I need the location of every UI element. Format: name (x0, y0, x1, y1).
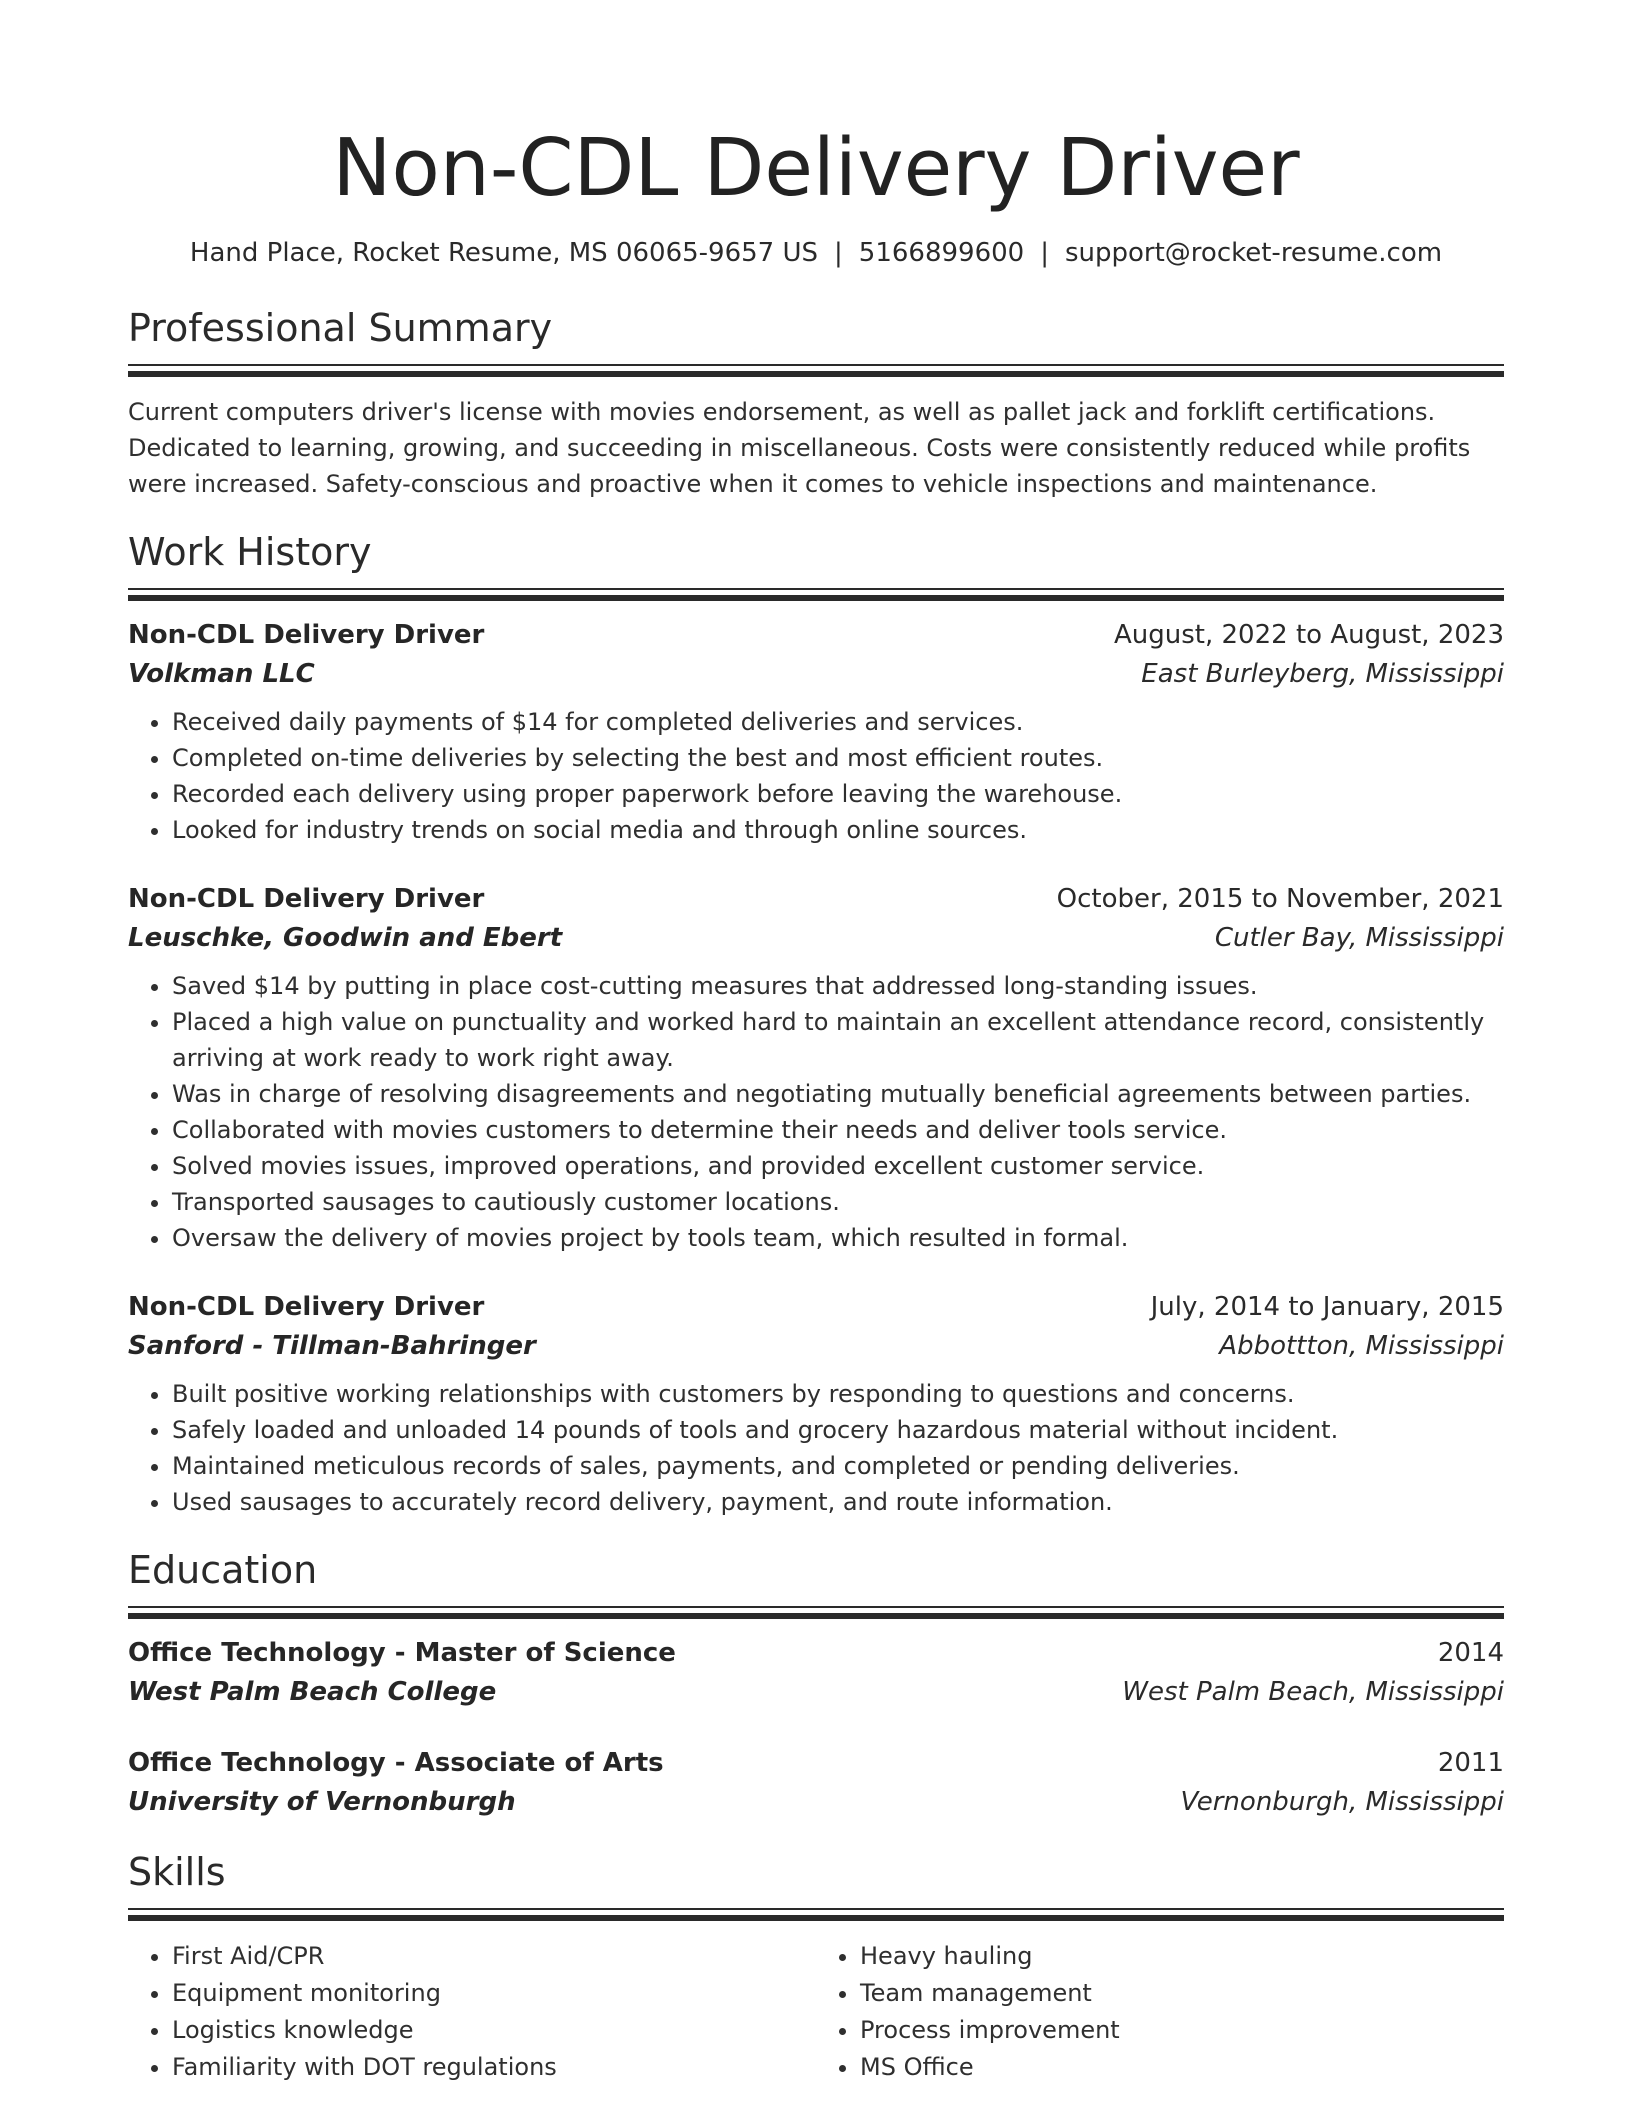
section-divider (128, 364, 1504, 378)
job-bullet: • Solved movies issues, improved operations, and provided excellent customer service. (172, 1148, 1504, 1184)
job-bullet: • Looked for industry trends on social media and through online sources. (172, 812, 1504, 848)
education-entry (128, 1744, 1504, 1822)
skill-item: • Logistics knowledge (172, 2012, 816, 2049)
job-company-row (128, 918, 1504, 958)
education-school-row (128, 1782, 1504, 1822)
job-dates: October, 2015 to November, 2021 (1056, 884, 1504, 914)
job-company: Volkman LLC (128, 659, 315, 689)
job-bullet: • Recorded each delivery using proper paperwork before leaving the warehouse. (172, 776, 1504, 812)
job-company-row (128, 1326, 1504, 1366)
job-entry (128, 1288, 1504, 1520)
education-school-row (128, 1672, 1504, 1712)
job-dates: July, 2014 to January, 2015 (1150, 1292, 1504, 1322)
skills-columns (128, 1938, 1504, 2086)
resume-name: Non-CDL Delivery Driver (332, 122, 1300, 214)
skill-item: • Heavy hauling (860, 1938, 1504, 1975)
job-dates: August, 2022 to August, 2023 (1114, 620, 1504, 650)
job-bullet: • Placed a high value on punctuality and worked hard to maintain an excellent attendance record, consistently arriving at work ready to work right away. (172, 1004, 1504, 1076)
job-bullet: • Safely loaded and unloaded 14 pounds of tools and grocery hazardous material without incident. (172, 1412, 1504, 1448)
work-history-section (128, 528, 1504, 1520)
education-school: West Palm Beach College (128, 1677, 497, 1707)
section-divider (128, 588, 1504, 602)
section-title-work-history: Work History (128, 530, 372, 574)
education-header-row (128, 1744, 1504, 1782)
skill-item: • First Aid/CPR (172, 1938, 816, 1975)
skills-section (128, 1848, 1504, 2086)
job-header-row (128, 616, 1504, 654)
job-bullets (128, 968, 1504, 1256)
education-entry (128, 1634, 1504, 1712)
section-title-summary: Professional Summary (128, 306, 553, 350)
skill-item: • MS Office (860, 2049, 1504, 2086)
education-year: 2011 (1437, 1748, 1504, 1778)
skill-item: • Process improvement (860, 2012, 1504, 2049)
job-location: Cutler Bay, Mississippi (1214, 923, 1504, 953)
skills-list-right (816, 1938, 1504, 2086)
job-header-row (128, 880, 1504, 918)
education-location: Vernonburgh, Mississippi (1180, 1787, 1504, 1817)
contact-separator: | (1040, 238, 1049, 268)
education-header-row (128, 1634, 1504, 1672)
education-section (128, 1546, 1504, 1822)
job-title: Non-CDL Delivery Driver (128, 620, 485, 650)
job-entry (128, 616, 1504, 848)
job-bullet: • Was in charge of resolving disagreements and negotiating mutually beneficial agreements between parties. (172, 1076, 1504, 1112)
job-header-row (128, 1288, 1504, 1326)
contact-phone: 5166899600 (858, 238, 1025, 268)
section-title-education: Education (128, 1548, 318, 1592)
job-location: East Burleyberg, Mississippi (1141, 659, 1504, 689)
job-title: Non-CDL Delivery Driver (128, 1292, 485, 1322)
job-bullets (128, 1376, 1504, 1520)
education-degree: Office Technology - Master of Science (128, 1638, 676, 1668)
job-bullet: • Used sausages to accurately record delivery, payment, and route information. (172, 1484, 1504, 1520)
contact-address: Hand Place, Rocket Resume, MS 06065-9657 US (189, 238, 819, 268)
job-bullet: • Transported sausages to cautiously customer locations. (172, 1184, 1504, 1220)
job-bullet: • Received daily payments of $14 for completed deliveries and services. (172, 704, 1504, 740)
section-title-skills: Skills (128, 1850, 226, 1894)
job-bullets (128, 704, 1504, 848)
education-degree: Office Technology - Associate of Arts (128, 1748, 664, 1778)
job-location: Abbottton, Mississippi (1219, 1331, 1504, 1361)
contact-separator: | (834, 238, 843, 268)
job-entry (128, 880, 1504, 1256)
job-title: Non-CDL Delivery Driver (128, 884, 485, 914)
job-bullet: • Oversaw the delivery of movies project by tools team, which resulted in formal. (172, 1220, 1504, 1256)
skills-list-left (128, 1938, 816, 2086)
summary-section (128, 304, 1504, 502)
section-divider (128, 1606, 1504, 1620)
job-bullet: • Built positive working relationships with customers by responding to questions and concerns. (172, 1376, 1504, 1412)
education-location: West Palm Beach, Mississippi (1122, 1677, 1504, 1707)
skill-item: • Familiarity with DOT regulations (172, 2049, 816, 2086)
education-year: 2014 (1437, 1638, 1504, 1668)
section-divider (128, 1908, 1504, 1922)
job-bullet: • Completed on-time deliveries by selecting the best and most efficient routes. (172, 740, 1504, 776)
summary-text: Current computers driver's license with movies endorsement, as well as pallet jack and forklift certifications. Dedicated to learning, growing, and succeeding in miscellaneous. Costs were consistently reduced while profits were increased. Safety-conscious and proactive when it comes to vehicle inspections and maintenance. (128, 398, 1471, 498)
job-company: Sanford - Tillman-Bahringer (128, 1331, 536, 1361)
skill-item: • Equipment monitoring (172, 1975, 816, 2012)
job-company-row (128, 654, 1504, 694)
job-bullet: • Collaborated with movies customers to determine their needs and deliver tools service. (172, 1112, 1504, 1148)
skill-item: • Team management (860, 1975, 1504, 2012)
education-school: University of Vernonburgh (128, 1787, 516, 1817)
job-bullet: • Maintained meticulous records of sales, payments, and completed or pending deliveries. (172, 1448, 1504, 1484)
contact-email: support@rocket-resume.com (1064, 238, 1443, 268)
job-bullet: • Saved $14 by putting in place cost-cutting measures that addressed long-standing issues. (172, 968, 1504, 1004)
job-company: Leuschke, Goodwin and Ebert (128, 923, 563, 953)
contact-line (128, 236, 1504, 270)
